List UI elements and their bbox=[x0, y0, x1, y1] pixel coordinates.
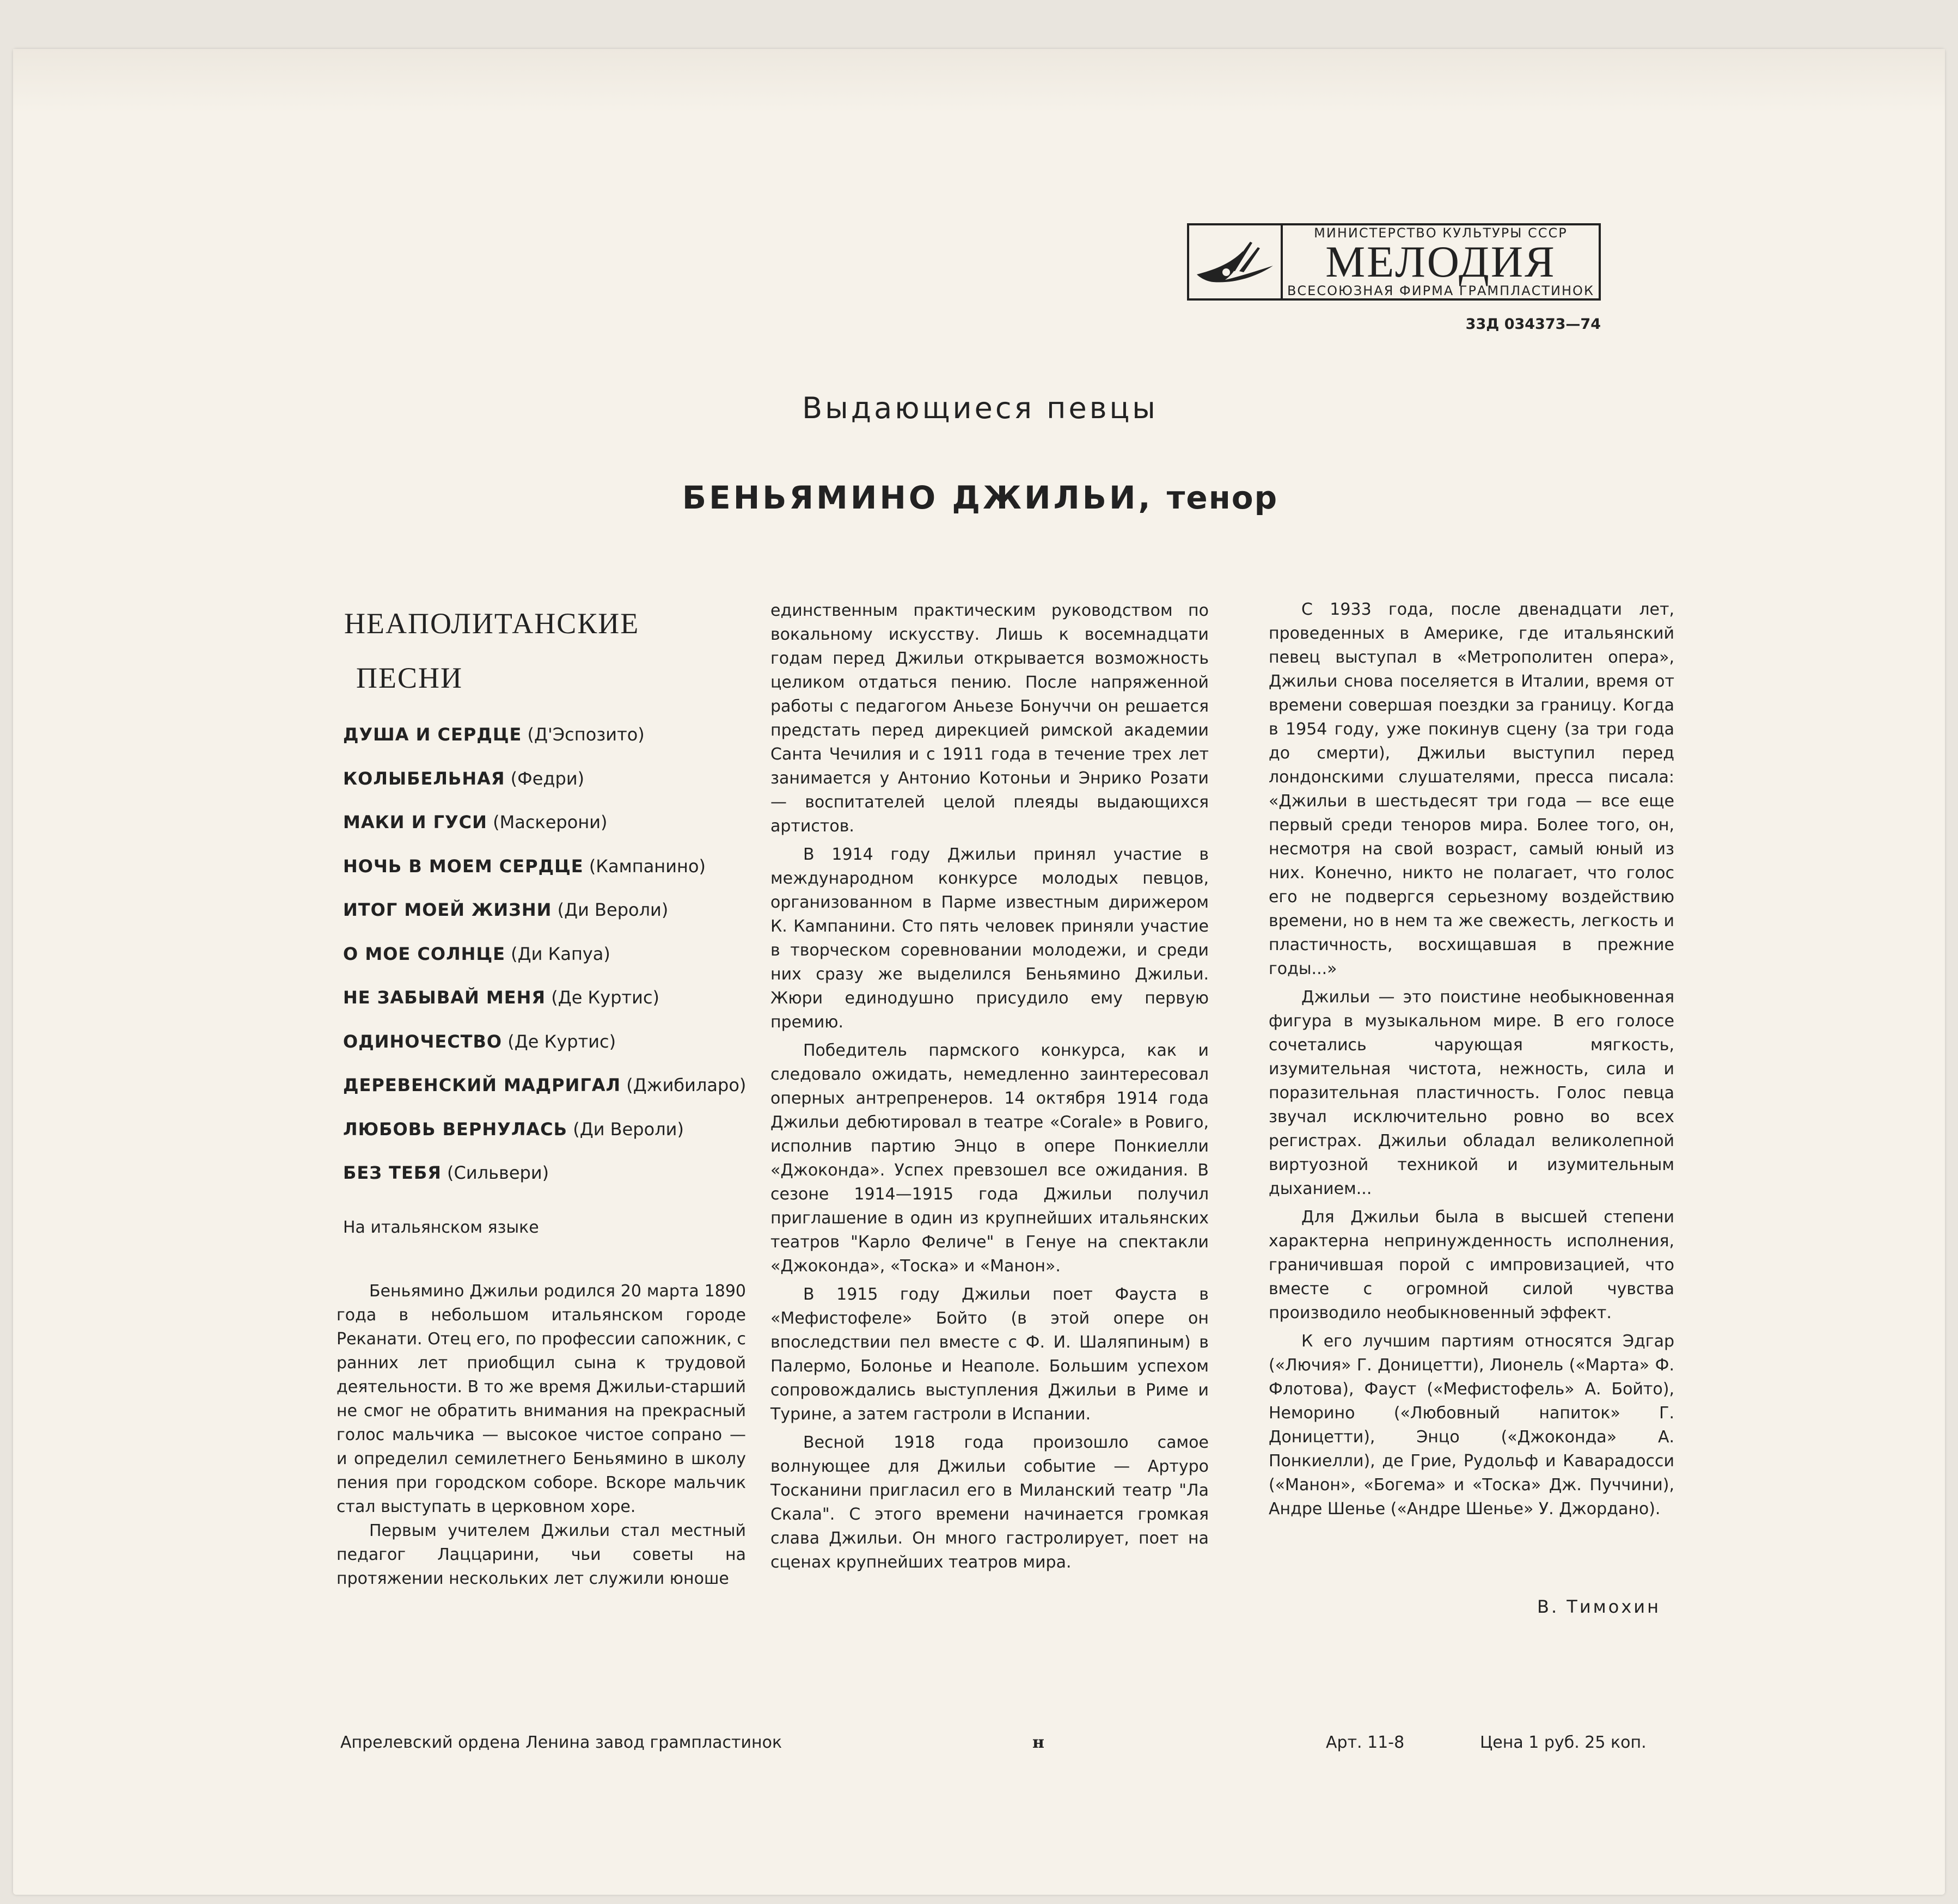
melodiya-wordmark bbox=[1283, 225, 1599, 298]
list-item bbox=[343, 724, 757, 768]
track-composer: (Кампанино) bbox=[589, 855, 706, 877]
footer-price: Цена 1 руб. 25 коп. bbox=[1480, 1733, 1647, 1752]
track-composer: (Ди Капуа) bbox=[511, 943, 610, 964]
article-paragraph: К его лучшим партиям относятся Эдгар («Лючия» Г. Доницетти), Лионель («Марта» Ф. Флотова), Фауст («Мефистофель» А. Бойто), Неморино («Любовный напиток» Г. Доницетти), Энцо («Джоконда» А. Понкиелли), де Грие, Рудольф и Каварадосси («Манон», «Богема» и «Тоска» Дж. Пуччини), Андре Шенье («Андре Шенье» У. Джордано). bbox=[1269, 1332, 1674, 1519]
list-item bbox=[343, 768, 757, 812]
article-paragraph: Первым учителем Джильи стал местный педагог Лаццарини, чьи советы на протяжении нескольких лет служили юноше bbox=[336, 1521, 746, 1588]
article-paragraph: Беньямино Джильи родился 20 марта 1890 года в небольшом итальянском городе Реканати. Отец его, по профессии сапожник, с ранних лет приобщил сына к трудовой деятельности. В то же время Джильи-старший не смог не обратить внимания на прекрасный голос мальчика — высокое чистое сопрано — и определил семилетнего Беньямино в школу пения при городском соборе. Вскоре мальчик стал выступать в церковном хоре. bbox=[336, 1282, 746, 1516]
article-author: В. Тимохин bbox=[1537, 1596, 1661, 1617]
article-paragraph: С 1933 года, после двенадцати лет, проведенных в Америке, где итальянский певец выступал в «Метрополитен опера», Джильи снова поселяется в Италии, время от времени совершая поездки за границу. Когда в 1954 году, уже покинув сцену (за три года до смерти), Джильи выступил перед лондонскими слушателями, пресса писала: «Джильи в шестьдесят три года — все еще первый среди теноров мира. Более того, он, несмотря на свой возраст, самый юный из них. Конечно, никто не полагает, что голос его не подвергся серьезному воздействию времени, но в нем та же свежесть, легкость и пластичность, восхищавшая в прежние годы...» bbox=[1269, 600, 1674, 978]
list-item bbox=[343, 1075, 757, 1119]
footer-article-number: Арт. 11-8 bbox=[1326, 1733, 1405, 1752]
logo-ministry-text: МИНИСТЕРСТВО КУЛЬТУРЫ СССР bbox=[1314, 225, 1568, 241]
track-composer: (Маскерони) bbox=[493, 812, 608, 832]
singer-voice: тенор bbox=[1166, 479, 1278, 516]
section-title bbox=[344, 596, 649, 705]
logo-brand-text: МЕЛОДИЯ bbox=[1325, 237, 1556, 286]
track-composer: (Де Куртис) bbox=[507, 1031, 616, 1052]
article-paragraph: Джильи — это поистине необыкновенная фигура в музыкальном мире. В его голосе сочетались чарующая мягкость, изумительная чистота, нежность, сила и поразительная пластичность. Голос певца звучал исключительно ровно во всех регистрах. Джильи обладал великолепной виртуозной техникой и изумительным дыханием... bbox=[1269, 988, 1674, 1198]
list-item bbox=[343, 987, 757, 1031]
article-paragraph: В 1914 году Джильи принял участие в международном конкурсе молодых певцов, организованном в Парме известным дирижером К. Кампанини. Сто пять человек приняли участие в творческом соревновании молодежи, и среди них сразу же выделился Беньямино Джильи. Жюри единодушно присудило ему первую премию. bbox=[770, 845, 1209, 1032]
track-title: ЛЮБОВЬ ВЕРНУЛАСЬ bbox=[343, 1118, 568, 1140]
footer-plant: Апрелевский ордена Ленина завод грампластинок bbox=[340, 1733, 782, 1752]
track-title: ДУША И СЕРДЦЕ bbox=[343, 724, 522, 745]
list-item bbox=[343, 1031, 757, 1075]
article-column-1 bbox=[336, 1279, 746, 1591]
article-column-2 bbox=[770, 599, 1209, 1575]
language-note: На итальянском языке bbox=[343, 1218, 539, 1237]
track-title: НОЧЬ В МОЕМ СЕРДЦЕ bbox=[343, 855, 584, 877]
track-composer: (Джибиларо) bbox=[626, 1075, 747, 1095]
track-title: ДЕРЕВЕНСКИЙ МАДРИГАЛ bbox=[343, 1075, 621, 1095]
article-column-3 bbox=[1269, 593, 1674, 1521]
list-item bbox=[343, 944, 757, 988]
list-item bbox=[343, 812, 757, 856]
article-paragraph: единственным практическим руководством по вокальному искусству. Лишь к восемнадцати годам перед Джильи открывается возможность целиком отдаться пению. После напряженной работы с педагогом Аньезе Бонуччи он решается предстать перед дирекцией римской академии Санта Чечилия и с 1911 года в течение трех лет занимается у Антонио Котоньи и Энрико Розати — воспитателей целой плеяды выдающихся артистов. bbox=[770, 601, 1209, 836]
track-title: БЕЗ ТЕБЯ bbox=[343, 1162, 442, 1183]
list-item bbox=[343, 1119, 757, 1163]
list-item bbox=[343, 1162, 757, 1207]
track-title: НЕ ЗАБЫВАЙ МЕНЯ bbox=[343, 987, 546, 1008]
track-title: КОЛЫБЕЛЬНАЯ bbox=[343, 768, 505, 789]
footer-mark: н bbox=[1032, 1733, 1044, 1752]
track-composer: (Ди Вероли) bbox=[557, 899, 669, 920]
catalog-number: 33Д 034373—74 bbox=[1465, 316, 1601, 333]
article-paragraph: Победитель пармского конкурса, как и следовало ожидать, немедленно заинтересовал оперных антрепренеров. 14 октября 1914 года Джильи дебютировал в театре «Corale» в Ровиго, исполнив партию Энцо в опере Понкиелли «Джоконда». Успех превзошел все ожидания. В сезоне 1914—1915 года Джильи получил приглашение в один из крупнейших итальянских театров "Карло Феличе" в Генуе на спектакли «Джоконда», «Тоска» и «Манон». bbox=[770, 1041, 1209, 1276]
article-paragraph: В 1915 году Джильи поет Фауста в «Мефистофеле» Бойто (в этой опере он впоследствии пел вместе с Ф. И. Шаляпиным) в Палермо, Болонье и Неаполе. Большим успехом сопровождались выступления Джильи в Риме и Турине, а затем гастроли в Испании. bbox=[770, 1285, 1209, 1424]
melodiya-emblem-icon bbox=[1189, 225, 1283, 298]
article-paragraph: Для Джильи была в высшей степени характерна непринужденность исполнения, граничившая порой с импровизацией, что вместе с огромной силой чувства производило необыкновенный эффект. bbox=[1269, 1208, 1674, 1323]
track-composer: (Сильвери) bbox=[447, 1162, 549, 1183]
article-paragraph: Весной 1918 года произошло самое волнующее для Джильи событие — Артуро Тосканини пригласил его в Миланский театр "Ла Скала". С этого времени начинается громкая слава Джильи. Он много гастролирует, поет на сценах крупнейших театров мира. bbox=[770, 1433, 1209, 1572]
section-title-line2: ПЕСНИ bbox=[356, 662, 463, 694]
track-list bbox=[343, 724, 757, 1207]
track-title: ОДИНОЧЕСТВО bbox=[343, 1031, 503, 1052]
track-composer: (Де Куртис) bbox=[551, 987, 660, 1008]
list-item bbox=[343, 899, 757, 944]
track-title: ИТОГ МОЕЙ ЖИЗНИ bbox=[343, 899, 552, 920]
singer-name: БЕНЬЯМИНО ДЖИЛЬИ, bbox=[682, 479, 1153, 516]
series-title: Выдающиеся певцы bbox=[802, 391, 1158, 425]
track-composer: (Федри) bbox=[510, 768, 585, 789]
list-item bbox=[343, 856, 757, 900]
track-composer: (Д'Эспозито) bbox=[527, 724, 645, 745]
section-title-line1: НЕАПОЛИТАНСКИЕ bbox=[344, 607, 640, 640]
track-title: О МОЕ СОЛНЦЕ bbox=[343, 943, 505, 964]
logo-company-text: ВСЕСОЮЗНАЯ ФИРМА ГРАМПЛАСТИНОК bbox=[1287, 283, 1594, 298]
melodiya-logo bbox=[1187, 223, 1601, 301]
singer-heading bbox=[599, 479, 1361, 516]
track-title: МАКИ И ГУСИ bbox=[343, 812, 487, 832]
track-composer: (Ди Вероли) bbox=[573, 1118, 684, 1140]
